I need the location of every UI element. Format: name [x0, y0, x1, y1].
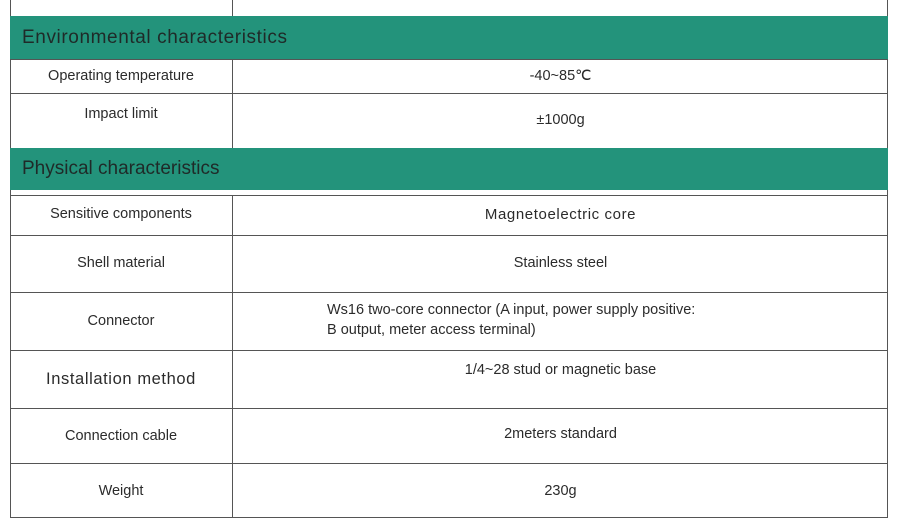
- table-border: [10, 190, 11, 518]
- section-title: Environmental characteristics: [22, 26, 288, 48]
- table-border: [10, 235, 888, 236]
- table-border: [10, 350, 888, 351]
- row-label: Operating temperature: [48, 68, 194, 84]
- row-value: -40~85℃: [529, 68, 592, 84]
- section-header-environmental: [10, 16, 888, 59]
- table-border: [887, 59, 888, 148]
- table-border: [232, 195, 233, 518]
- section-header-physical: [10, 148, 888, 190]
- table-border: [10, 195, 888, 196]
- row-label: Connection cable: [64, 428, 178, 444]
- row-value: Stainless steel: [513, 255, 608, 271]
- table-border: [10, 517, 888, 518]
- table-border: [10, 59, 888, 60]
- row-label: Connector: [87, 313, 155, 329]
- table-border: [232, 59, 233, 148]
- row-value: 230g: [544, 483, 577, 499]
- row-label: Installation method: [46, 369, 196, 388]
- table-border: [10, 292, 888, 293]
- row-label: Impact limit: [84, 106, 158, 122]
- row-value: 2meters standard: [504, 426, 617, 442]
- value-line: B output, meter access terminal): [327, 322, 536, 338]
- row-value-multiline: [233, 295, 888, 345]
- row-label: Shell material: [77, 255, 165, 271]
- spec-table: [10, 0, 888, 518]
- table-border: [887, 190, 888, 518]
- table-border: [10, 59, 11, 148]
- table-border: [10, 93, 888, 94]
- section-title: Physical characteristics: [22, 158, 220, 179]
- row-label: Sensitive components: [50, 206, 192, 222]
- table-border: [887, 0, 888, 16]
- row-value: ±1000g: [536, 112, 585, 128]
- table-border: [10, 463, 888, 464]
- row-value: 1/4~28 stud or magnetic base: [464, 362, 657, 378]
- row-value: Magnetoelectric core: [484, 205, 637, 223]
- table-border: [10, 0, 11, 16]
- table-border: [10, 408, 888, 409]
- table-border: [232, 0, 233, 16]
- row-label: Weight: [98, 483, 144, 499]
- value-line: Ws16 two-core connector (A input, power supply positive:: [327, 302, 696, 318]
